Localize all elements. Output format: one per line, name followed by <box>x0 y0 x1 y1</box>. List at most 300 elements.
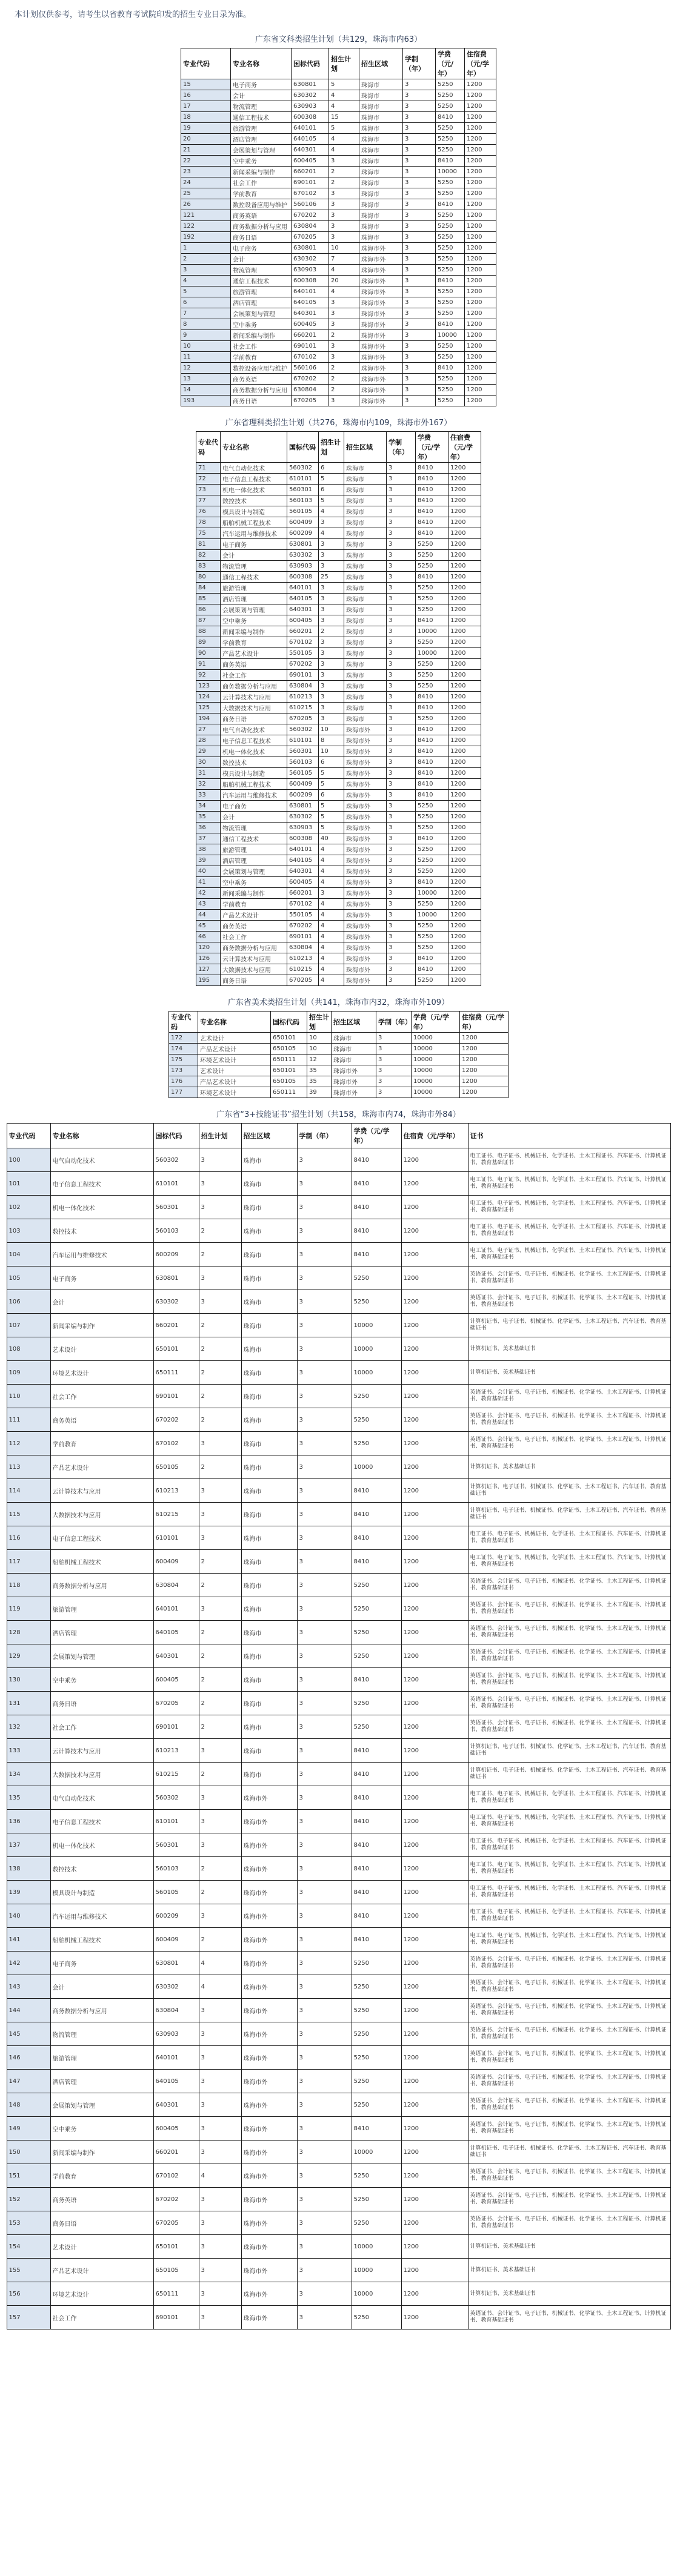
table-cell: 珠海市 <box>241 1432 297 1455</box>
table-cell: 3 <box>403 112 436 123</box>
table-cell: 39 <box>196 855 221 866</box>
certificate-cell: 英语证书、会计证书、电子证书、机械证书、化学证书、土木工程证书、计算机证书、教育基础证书 <box>468 1408 670 1432</box>
table-row <box>196 953 481 964</box>
table-cell: 91 <box>196 659 221 670</box>
table-cell: 1200 <box>401 1739 468 1763</box>
table-cell: 珠海市外 <box>241 1952 297 1975</box>
table-cell: 670102 <box>153 1432 199 1455</box>
table-row <box>196 670 481 681</box>
table-cell: 珠海市外 <box>241 2235 297 2259</box>
table-row <box>181 286 496 297</box>
table-cell: 1200 <box>465 396 496 406</box>
table-row <box>169 1065 509 1076</box>
table-cell: 3 <box>297 2235 352 2259</box>
table-cell: 3 <box>329 297 359 308</box>
column-header: 学制（年） <box>297 1124 352 1148</box>
table-cell: 珠海市 <box>344 670 387 681</box>
certificate-cell: 电工证书、电子证书、机械证书、化学证书、土木工程证书、汽车证书、计算机证书、教育基础证书 <box>468 1550 670 1574</box>
table-cell: 3 <box>376 1033 412 1044</box>
table-cell: 珠海市外 <box>359 265 403 276</box>
table-cell: 10 <box>319 724 344 735</box>
table-cell: 77 <box>196 495 221 506</box>
table-cell: 8410 <box>352 1810 401 1833</box>
table-cell: 10000 <box>412 1033 460 1044</box>
table-cell: 1200 <box>401 2093 468 2117</box>
table-cell: 630804 <box>287 942 319 953</box>
table-cell: 630903 <box>292 101 329 112</box>
table-cell: 珠海市 <box>344 539 387 550</box>
table-cell: 环境艺术设计 <box>198 1055 271 1065</box>
table-cell: 5250 <box>416 823 449 833</box>
table-cell: 5250 <box>352 1999 401 2022</box>
table-cell: 1200 <box>401 1408 468 1432</box>
table-cell: 会计 <box>50 1290 153 1314</box>
table-cell: 珠海市 <box>241 1503 297 1526</box>
table-cell: 3 <box>297 1881 352 1904</box>
table-cell: 5250 <box>436 286 465 297</box>
table-row <box>7 1266 670 1290</box>
table-row <box>181 396 496 406</box>
table-cell: 3 <box>297 1361 352 1385</box>
table-cell: 3 <box>319 888 344 899</box>
table-cell: 环境艺术设计 <box>50 2282 153 2306</box>
table-cell: 珠海市 <box>359 90 403 101</box>
table-cell: 129 <box>7 1644 50 1668</box>
table-cell: 社会工作 <box>221 670 287 681</box>
table-cell: 珠海市 <box>359 134 403 145</box>
table-cell: 1200 <box>449 724 481 735</box>
art-caption: 广东省美术类招生计划（共141，珠海市内32，珠海市外109） <box>227 998 450 1007</box>
table-cell: 3 <box>297 1290 352 1314</box>
table-cell: 大数据技术与应用 <box>50 1763 153 1786</box>
table-cell: 电气自动化技术 <box>50 1148 153 1172</box>
table-cell: 珠海市 <box>241 1385 297 1408</box>
table-cell: 1200 <box>401 1243 468 1266</box>
table-row <box>7 1314 670 1337</box>
certificate-cell: 电工证书、电子证书、机械证书、化学证书、土木工程证书、汽车证书、计算机证书、教育基础证书 <box>468 1857 670 1881</box>
table-cell: 10000 <box>412 1065 460 1076</box>
table-cell: 600308 <box>292 276 329 286</box>
table-cell: 40 <box>196 866 221 877</box>
table-cell: 珠海市 <box>344 681 387 692</box>
table-cell: 珠海市 <box>241 1574 297 1597</box>
table-cell: 3 <box>297 1833 352 1857</box>
table-cell: 1200 <box>465 145 496 156</box>
table-cell: 3 <box>319 615 344 626</box>
table-row <box>7 1881 670 1904</box>
table-cell: 3 <box>199 1810 241 1833</box>
table-row <box>7 1290 670 1314</box>
table-cell: 珠海市外 <box>344 942 387 953</box>
table-cell: 1200 <box>460 1055 509 1065</box>
table-cell: 珠海市外 <box>241 1904 297 1928</box>
table-cell: 8410 <box>416 506 449 517</box>
table-cell: 珠海市外 <box>359 396 403 406</box>
table-cell: 珠海市 <box>359 145 403 156</box>
table-cell: 3 <box>387 779 416 790</box>
table-cell: 8410 <box>416 953 449 964</box>
table-cell: 2 <box>199 1550 241 1574</box>
table-cell: 28 <box>196 735 221 746</box>
table-cell: 3 <box>199 2235 241 2259</box>
column-header: 学制（年） <box>403 48 436 79</box>
table-cell: 新闻采编与制作 <box>221 888 287 899</box>
table-cell: 3 <box>181 265 231 276</box>
table-row <box>196 583 481 594</box>
table-cell: 3 <box>403 90 436 101</box>
table-cell: 3 <box>297 1526 352 1550</box>
table-cell: 产品艺术设计 <box>198 1044 271 1055</box>
table-cell: 1200 <box>401 1597 468 1621</box>
table-cell: 空中乘务 <box>221 615 287 626</box>
table-row <box>196 703 481 714</box>
table-cell: 珠海市外 <box>241 2188 297 2211</box>
table-cell: 5250 <box>416 594 449 604</box>
table-cell: 120 <box>196 942 221 953</box>
table-cell: 5250 <box>416 681 449 692</box>
table-cell: 5250 <box>352 1975 401 1999</box>
table-cell: 8410 <box>416 572 449 583</box>
table-cell: 10000 <box>412 1044 460 1055</box>
table-cell: 酒店管理 <box>231 134 292 145</box>
table-cell: 3 <box>403 199 436 210</box>
table-cell: 1200 <box>401 2046 468 2070</box>
table-cell: 640101 <box>292 286 329 297</box>
table-cell: 3 <box>199 1196 241 1219</box>
table-cell: 珠海市外 <box>344 746 387 757</box>
table-cell: 3 <box>297 1408 352 1432</box>
table-cell: 模具设计与制造 <box>221 768 287 779</box>
table-cell: 670102 <box>153 2164 199 2188</box>
table-cell: 3 <box>387 833 416 844</box>
table-cell: 84 <box>196 583 221 594</box>
column-header: 学制（年） <box>376 1012 412 1033</box>
table-cell: 1200 <box>401 1952 468 1975</box>
table-cell: 610101 <box>153 1810 199 1833</box>
column-header: 学费（元/学年） <box>412 1012 460 1033</box>
table-cell: 3 <box>297 1172 352 1196</box>
table-cell: 会展策划与管理 <box>221 866 287 877</box>
column-header: 学费（元/年） <box>436 48 465 79</box>
table-cell: 5 <box>319 495 344 506</box>
table-cell: 2 <box>199 1314 241 1337</box>
table-cell: 云计算技术与应用 <box>50 1739 153 1763</box>
table-cell: 85 <box>196 594 221 604</box>
sci-caption: 广东省理科类招生计划（共276，珠海市内109，珠海市外167） <box>225 419 452 428</box>
table-cell: 1200 <box>460 1076 509 1087</box>
certificate-cell: 英语证书、会计证书、电子证书、机械证书、化学证书、土木工程证书、计算机证书、教育基础证书 <box>468 1597 670 1621</box>
table-cell: 670202 <box>292 374 329 385</box>
table-cell: 2 <box>199 1337 241 1361</box>
table-cell: 670102 <box>287 637 319 648</box>
table-cell: 8410 <box>416 615 449 626</box>
table-cell: 珠海市 <box>359 156 403 167</box>
table-cell: 6 <box>319 463 344 474</box>
table-cell: 8410 <box>416 517 449 528</box>
table-cell: 3 <box>387 583 416 594</box>
table-cell: 1200 <box>449 746 481 757</box>
table-cell: 1200 <box>401 2117 468 2141</box>
table-cell: 175 <box>169 1055 198 1065</box>
table-cell: 珠海市外 <box>241 2164 297 2188</box>
table-cell: 600409 <box>287 779 319 790</box>
table-cell: 珠海市外 <box>344 735 387 746</box>
table-cell: 3 <box>199 1739 241 1763</box>
table-cell: 商务英语 <box>50 1408 153 1432</box>
certificate-cell: 英语证书、会计证书、电子证书、机械证书、化学证书、土木工程证书、计算机证书、教育基础证书 <box>468 1668 670 1692</box>
table-cell: 4 <box>319 528 344 539</box>
table-cell: 3 <box>403 352 436 363</box>
table-row <box>7 1621 670 1644</box>
table-cell: 5 <box>329 123 359 134</box>
column-header: 招生计划 <box>199 1124 241 1148</box>
table-cell: 600409 <box>287 517 319 528</box>
table-row <box>7 1928 670 1952</box>
table-cell: 3 <box>319 648 344 659</box>
table-cell: 5250 <box>436 396 465 406</box>
table-row <box>196 626 481 637</box>
table-cell: 3 <box>199 2022 241 2046</box>
table-cell: 8410 <box>416 474 449 485</box>
table-row <box>181 112 496 123</box>
table-cell: 珠海市 <box>344 637 387 648</box>
table-cell: 珠海市 <box>359 221 403 232</box>
table-cell: 会计 <box>50 1975 153 1999</box>
table-cell: 1200 <box>449 539 481 550</box>
table-cell: 560106 <box>292 363 329 374</box>
table-cell: 26 <box>181 199 231 210</box>
table-cell: 3 <box>199 1999 241 2022</box>
table-cell: 酒店管理 <box>50 1621 153 1644</box>
certificate-cell: 电工证书、电子证书、机械证书、化学证书、土木工程证书、汽车证书、计算机证书、教育基础证书 <box>468 1243 670 1266</box>
table-cell: 640301 <box>287 866 319 877</box>
table-cell: 珠海市 <box>344 714 387 724</box>
table-cell: 3 <box>403 363 436 374</box>
table-cell: 珠海市 <box>344 474 387 485</box>
table-cell: 珠海市外 <box>241 2141 297 2164</box>
table-cell: 630302 <box>153 1290 199 1314</box>
table-cell: 1200 <box>465 243 496 254</box>
table-cell: 2 <box>329 177 359 188</box>
table-cell: 640301 <box>153 2093 199 2117</box>
table-cell: 会计 <box>231 254 292 265</box>
table-cell: 酒店管理 <box>50 2070 153 2093</box>
table-cell: 3 <box>297 1715 352 1739</box>
table-cell: 珠海市外 <box>241 2211 297 2235</box>
table-cell: 3 <box>387 877 416 888</box>
table-cell: 3 <box>403 123 436 134</box>
table-cell: 3 <box>387 888 416 899</box>
table-cell: 149 <box>7 2117 50 2141</box>
table-cell: 5250 <box>352 1574 401 1597</box>
table-row <box>181 243 496 254</box>
table-cell: 5 <box>319 823 344 833</box>
table-cell: 8410 <box>416 692 449 703</box>
table-cell: 商务数据分析与应用 <box>231 385 292 396</box>
table-cell: 酒店管理 <box>221 855 287 866</box>
table-cell: 640301 <box>292 308 329 319</box>
table-cell: 3 <box>199 1904 241 1928</box>
table-cell: 珠海市 <box>359 112 403 123</box>
table-cell: 5250 <box>352 2093 401 2117</box>
table-cell: 10 <box>307 1044 332 1055</box>
certificate-cell: 英语证书、会计证书、电子证书、机械证书、化学证书、土木工程证书、计算机证书、教育基础证书 <box>468 2070 670 2093</box>
table-cell: 100 <box>7 1148 50 1172</box>
table-cell: 商务数据分析与应用 <box>50 1574 153 1597</box>
table-row <box>181 385 496 396</box>
table-cell: 3 <box>329 308 359 319</box>
table-cell: 珠海市外 <box>241 1975 297 1999</box>
certificate-cell: 电工证书、电子证书、机械证书、化学证书、土木工程证书、汽车证书、计算机证书、教育基础证书 <box>468 1810 670 1833</box>
table-cell: 商务日语 <box>231 232 292 243</box>
table-cell: 环境艺术设计 <box>50 1361 153 1385</box>
table-cell: 数控设备应用与维护 <box>231 363 292 374</box>
table-row <box>196 877 481 888</box>
table-cell: 8410 <box>352 1243 401 1266</box>
table-cell: 1200 <box>460 1065 509 1076</box>
table-cell: 17 <box>181 101 231 112</box>
table-row <box>196 757 481 768</box>
table-cell: 20 <box>181 134 231 145</box>
table-cell: 82 <box>196 550 221 561</box>
table-cell: 8410 <box>352 1904 401 1928</box>
table-cell: 2 <box>199 1644 241 1668</box>
table-cell: 140 <box>7 1904 50 1928</box>
table-cell: 珠海市 <box>241 1196 297 1219</box>
table-cell: 3 <box>387 910 416 921</box>
table-cell: 3 <box>387 975 416 986</box>
table-cell: 3 <box>387 615 416 626</box>
table-cell: 690101 <box>287 932 319 942</box>
table-cell: 3 <box>199 1503 241 1526</box>
table-cell: 10 <box>329 243 359 254</box>
table-cell: 汽车运用与维修技术 <box>221 790 287 801</box>
table-cell: 23 <box>181 167 231 177</box>
table-cell: 3 <box>319 659 344 670</box>
table-cell: 24 <box>181 177 231 188</box>
table-cell: 3 <box>199 2188 241 2211</box>
table-cell: 珠海市外 <box>344 910 387 921</box>
table-cell: 1200 <box>449 964 481 975</box>
table-cell: 珠海市外 <box>359 341 403 352</box>
table-cell: 学前教育 <box>50 1432 153 1455</box>
table-cell: 630903 <box>153 2022 199 2046</box>
table-cell: 8410 <box>416 877 449 888</box>
table-row <box>196 921 481 932</box>
table-cell: 珠海市 <box>241 1763 297 1786</box>
table-cell: 珠海市外 <box>241 1857 297 1881</box>
certificate-cell: 英语证书、会计证书、电子证书、机械证书、化学证书、土木工程证书、计算机证书、教育基础证书 <box>468 1290 670 1314</box>
table-row <box>181 188 496 199</box>
table-row <box>196 975 481 986</box>
table-cell: 72 <box>196 474 221 485</box>
table-cell: 10000 <box>436 330 465 341</box>
certificate-cell: 英语证书、会计证书、电子证书、机械证书、化学证书、土木工程证书、计算机证书、教育基础证书 <box>468 2117 670 2141</box>
column-header: 证书 <box>468 1124 670 1148</box>
table-cell: 云计算技术与应用 <box>221 692 287 703</box>
table-cell: 珠海市外 <box>241 1881 297 1904</box>
table-cell: 37 <box>196 833 221 844</box>
table-cell: 1200 <box>449 833 481 844</box>
table-cell: 1200 <box>401 1455 468 1479</box>
certificate-cell: 电工证书、电子证书、机械证书、化学证书、土木工程证书、汽车证书、计算机证书、教育基础证书 <box>468 1148 670 1172</box>
table-cell: 3 <box>297 2188 352 2211</box>
table-row <box>7 2070 670 2093</box>
table-cell: 珠海市 <box>359 177 403 188</box>
table-cell: 630302 <box>287 812 319 823</box>
table-cell: 134 <box>7 1763 50 1786</box>
table-cell: 4 <box>319 964 344 975</box>
table-cell: 会展策划与管理 <box>50 2093 153 2117</box>
table-cell: 660201 <box>287 888 319 899</box>
table-cell: 1200 <box>449 942 481 953</box>
table-cell: 3 <box>329 341 359 352</box>
table-cell: 10000 <box>352 2259 401 2282</box>
table-cell: 1200 <box>449 823 481 833</box>
table-cell: 1200 <box>449 572 481 583</box>
table-cell: 商务数据分析与应用 <box>231 221 292 232</box>
table-cell: 艺术设计 <box>198 1033 271 1044</box>
table-cell: 39 <box>307 1087 332 1098</box>
table-cell: 珠海市 <box>344 572 387 583</box>
table-cell: 8410 <box>352 1219 401 1243</box>
table-cell: 商务英语 <box>50 2188 153 2211</box>
table-cell: 3 <box>387 899 416 910</box>
table-cell: 5250 <box>352 2070 401 2093</box>
art-plan-table <box>168 1011 509 1098</box>
table-cell: 3 <box>403 134 436 145</box>
table-cell: 690101 <box>153 1385 199 1408</box>
table-cell: 模具设计与制造 <box>50 1881 153 1904</box>
table-cell: 2 <box>199 1621 241 1644</box>
table-cell: 珠海市外 <box>241 2093 297 2117</box>
column-header: 招生区域 <box>344 432 387 463</box>
table-cell: 5250 <box>436 101 465 112</box>
table-cell: 3 <box>199 2211 241 2235</box>
table-cell: 3 <box>376 1055 412 1065</box>
table-cell: 珠海市外 <box>359 286 403 297</box>
table-cell: 630804 <box>153 1574 199 1597</box>
table-cell: 3 <box>403 276 436 286</box>
table-cell: 珠海市外 <box>359 363 403 374</box>
table-cell: 18 <box>181 112 231 123</box>
table-cell: 8410 <box>352 2117 401 2141</box>
table-cell: 4 <box>319 866 344 877</box>
table-cell: 8410 <box>416 485 449 495</box>
table-cell: 2 <box>181 254 231 265</box>
table-cell: 560301 <box>287 485 319 495</box>
table-cell: 92 <box>196 670 221 681</box>
table-row <box>196 899 481 910</box>
column-header: 专业代码 <box>7 1124 50 1148</box>
table-cell: 3 <box>403 101 436 112</box>
table-cell: 珠海市外 <box>332 1087 376 1098</box>
table-row <box>169 1044 509 1055</box>
table-cell: 8410 <box>352 1739 401 1763</box>
table-cell: 珠海市外 <box>359 319 403 330</box>
table-cell: 社会工作 <box>231 177 292 188</box>
table-row <box>7 1432 670 1455</box>
table-cell: 20 <box>329 276 359 286</box>
table-row <box>7 1763 670 1786</box>
table-cell: 640105 <box>292 134 329 145</box>
table-cell: 1200 <box>465 156 496 167</box>
table-cell: 5250 <box>416 714 449 724</box>
table-cell: 3 <box>297 1503 352 1526</box>
table-cell: 25 <box>181 188 231 199</box>
table-cell: 电气自动化技术 <box>50 1786 153 1810</box>
table-row <box>196 964 481 975</box>
